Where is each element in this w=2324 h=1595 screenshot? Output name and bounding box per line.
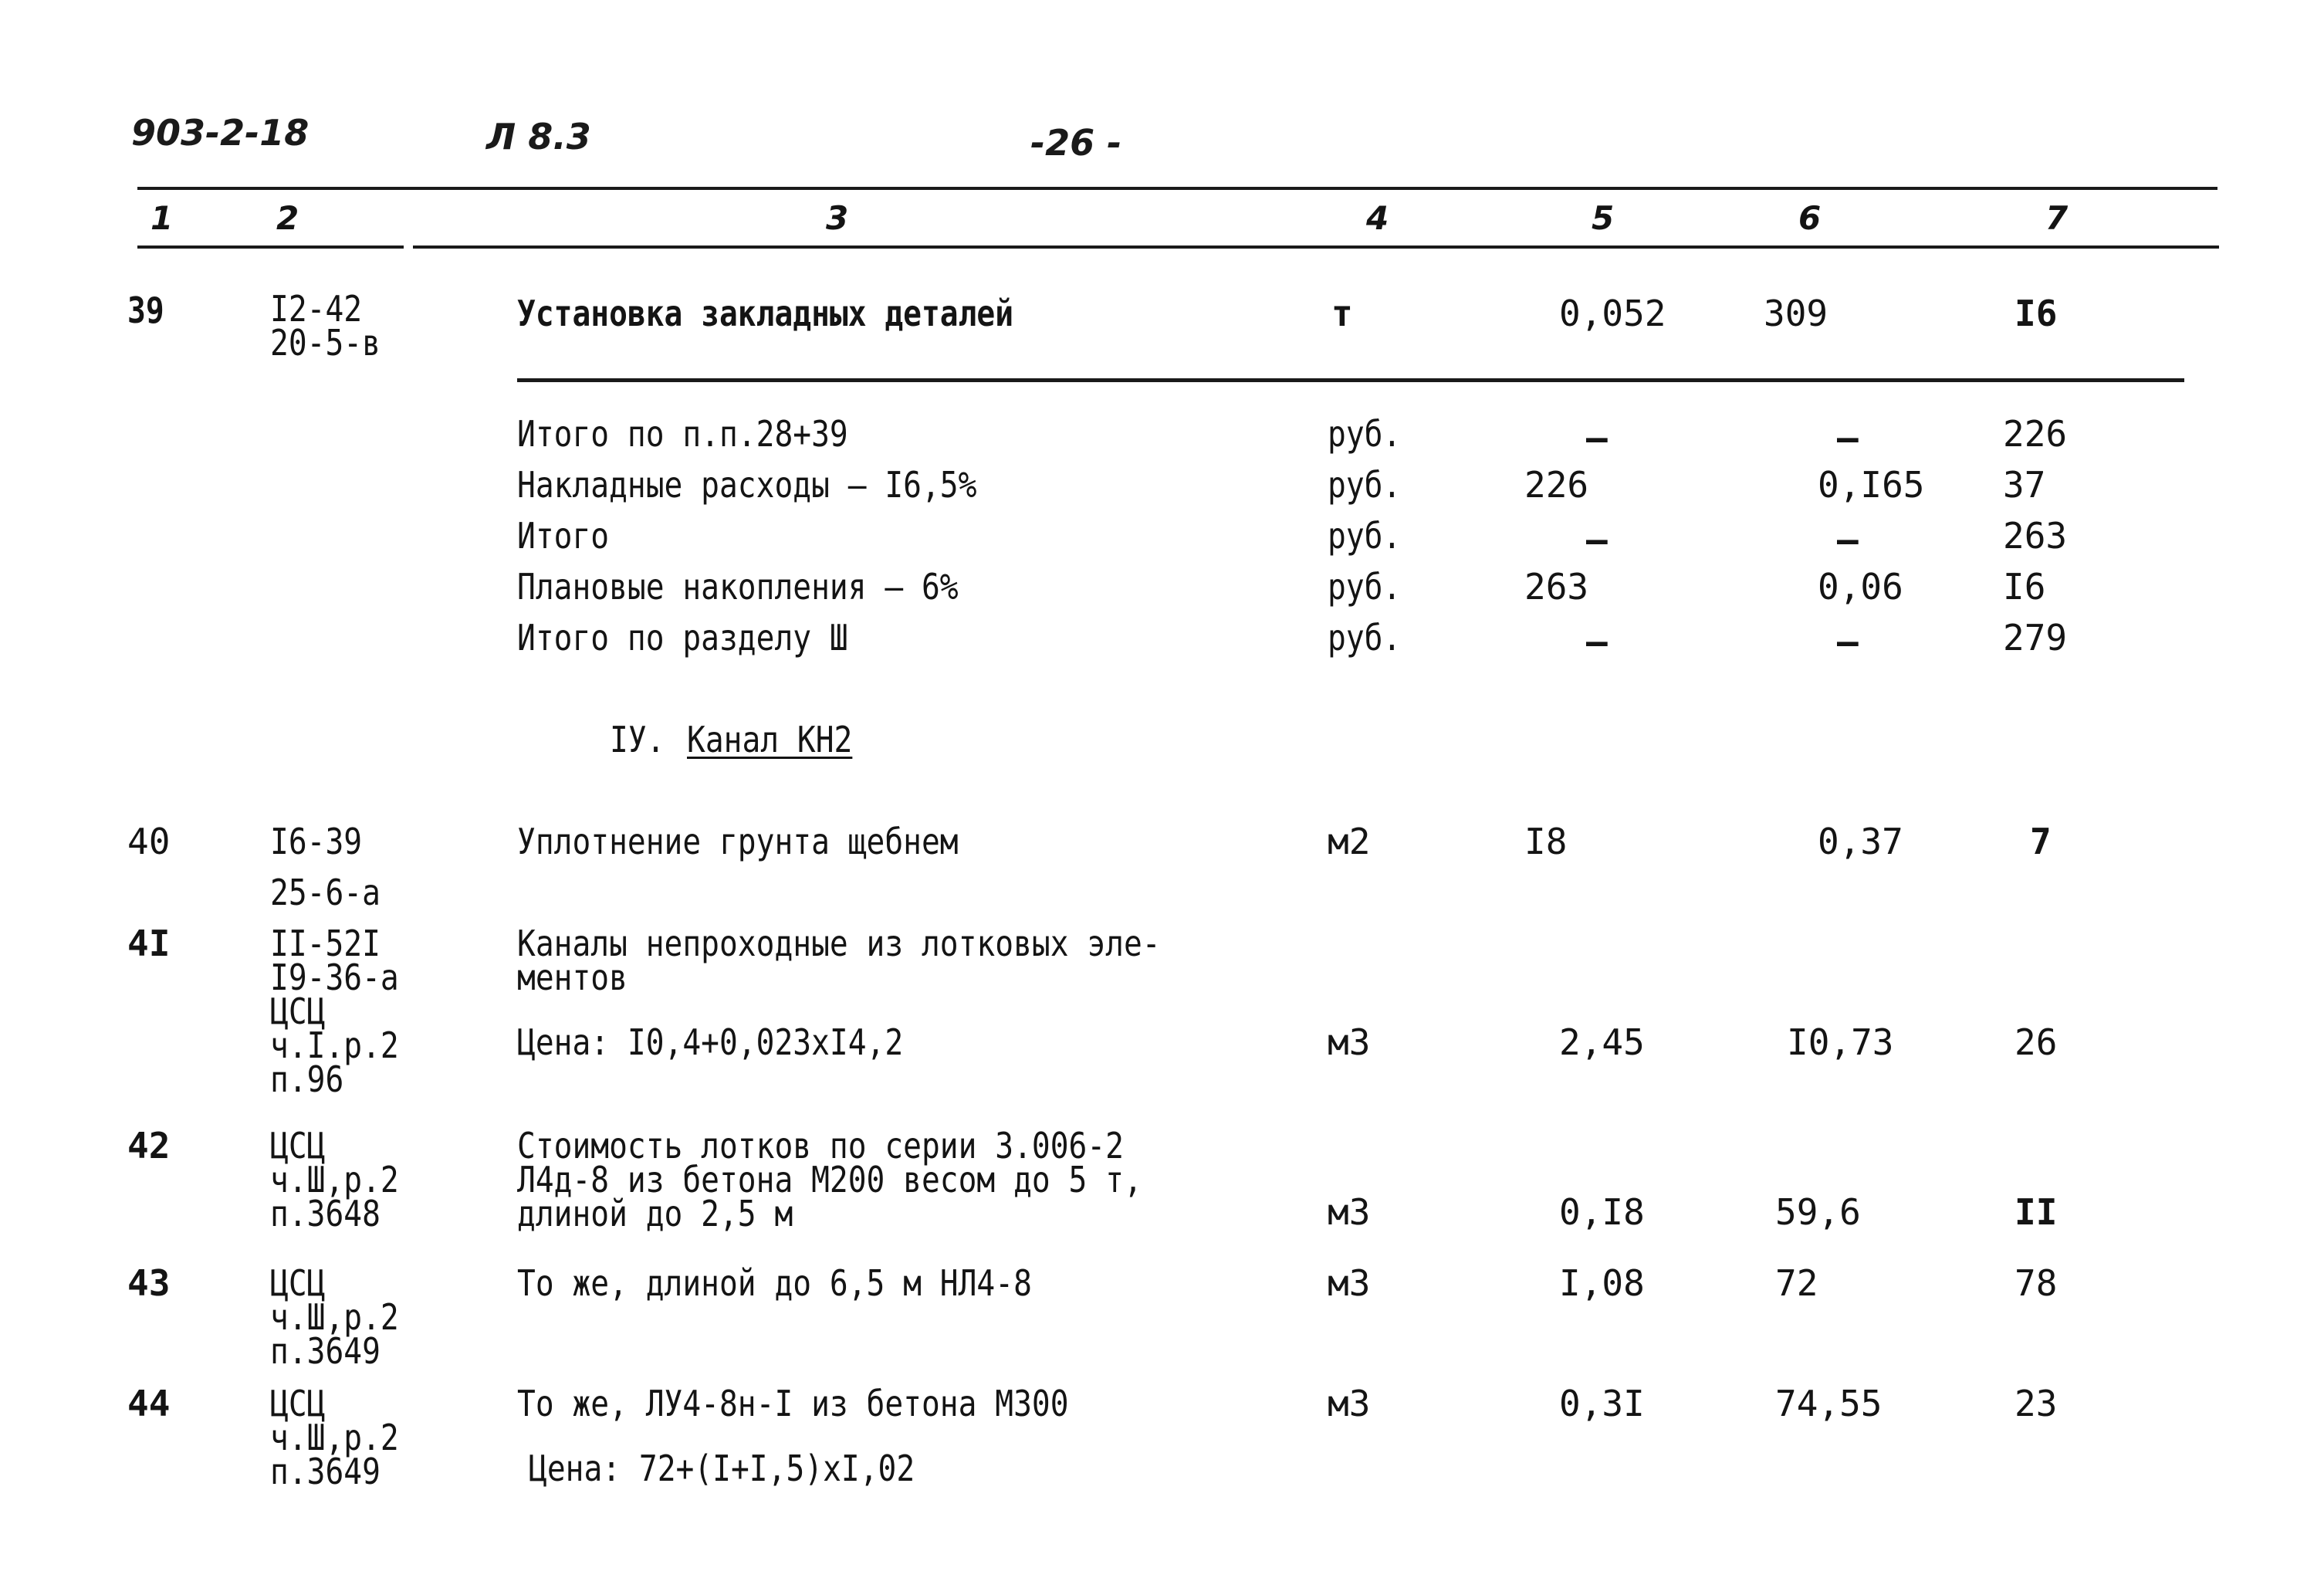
- row-code-line: ч.Ш,р.2: [270, 1417, 399, 1458]
- row-code-line: ч.I.р.2: [270, 1024, 399, 1066]
- row-quantity: –: [1586, 417, 1608, 459]
- row-total: 23: [2014, 1383, 2058, 1424]
- row-total: 7: [2030, 821, 2052, 862]
- header-rule-bottom-right: [413, 246, 2219, 249]
- row-description-line: Л4д-8 из бетона М200 весом до 5 т,: [517, 1159, 1142, 1200]
- row-number: 42: [127, 1125, 171, 1167]
- row-price: 74,55: [1775, 1383, 1883, 1424]
- album-number: Л 8.3: [486, 116, 591, 157]
- row-price: 59,6: [1775, 1191, 1861, 1233]
- row-total: 78: [2014, 1262, 2058, 1304]
- row-description-line: Стоимость лотков по серии 3.006-2: [517, 1125, 1124, 1167]
- row-description-line: длиной до 2,5 м: [517, 1193, 793, 1234]
- row-total: 37: [2003, 464, 2046, 506]
- row-price: I0,73: [1787, 1021, 1894, 1063]
- row-unit: м3: [1328, 1021, 1371, 1063]
- row-total: I6: [2003, 566, 2046, 608]
- row-unit: руб.: [1328, 413, 1402, 455]
- row-quantity: 263: [1524, 566, 1589, 608]
- row-code-line: ч.Ш,р.2: [270, 1296, 399, 1338]
- row-code-line: I2-42: [270, 288, 363, 330]
- row-code-line: I6-39: [270, 821, 363, 862]
- row-total: I6: [2014, 293, 2058, 334]
- section-title: Канал КН2: [687, 719, 853, 760]
- row-description-line: То же, ЛУ4-8н-I из бетона М300: [517, 1383, 1069, 1424]
- row-unit: м3: [1328, 1191, 1371, 1233]
- row-code-line: п.3649: [270, 1330, 381, 1372]
- row-total: 26: [2014, 1021, 2058, 1063]
- row-description: Итого по разделу Ш: [517, 617, 848, 659]
- row-unit: м2: [1328, 821, 1371, 862]
- row-unit: м3: [1328, 1383, 1371, 1424]
- row-unit: руб.: [1328, 464, 1402, 506]
- row-code-line: 20-5-в: [270, 322, 381, 364]
- page-number: -26 -: [1030, 122, 1122, 164]
- row-price: –: [1837, 621, 1859, 662]
- column-header-3: 3: [826, 199, 849, 237]
- row-price: –: [1837, 417, 1859, 459]
- row-code-line: ч.Ш,р.2: [270, 1159, 399, 1200]
- row-description: Итого по п.п.28+39: [517, 413, 848, 455]
- row-unit: м3: [1328, 1262, 1371, 1304]
- row-code-line: п.3648: [270, 1193, 381, 1234]
- row-code-line: 25-6-а: [270, 872, 381, 913]
- row-unit: руб.: [1328, 617, 1402, 659]
- column-header-4: 4: [1366, 199, 1389, 237]
- row-description: Накладные расходы – I6,5%: [517, 464, 977, 506]
- row-quantity: –: [1586, 621, 1608, 662]
- column-header-2: 2: [276, 199, 299, 237]
- row-description: То же, длиной до 6,5 м НЛ4-8: [517, 1262, 1032, 1304]
- row-code-line: п.96: [270, 1058, 344, 1100]
- row-description-line: Цена: 72+(I+I,5)хI,02: [529, 1448, 915, 1489]
- row-description: Уплотнение грунта щебнем: [517, 821, 959, 862]
- column-header-5: 5: [1592, 199, 1615, 237]
- row-number: 43: [127, 1262, 171, 1304]
- section-numeral: IУ.: [610, 719, 665, 760]
- row-code-line: ЦСЦ: [270, 1262, 326, 1304]
- header-rule-top: [137, 187, 2217, 190]
- row-code-line: I9-36-а: [270, 957, 399, 998]
- row-quantity: 0,052: [1559, 293, 1666, 334]
- column-header-7: 7: [2045, 199, 2069, 237]
- row-number: 4I: [127, 923, 171, 964]
- row-description: Плановые накопления – 6%: [517, 566, 959, 608]
- row-code-line: ЦСЦ: [270, 1125, 326, 1167]
- row-total: 226: [2003, 413, 2068, 455]
- row-quantity: I,08: [1559, 1262, 1645, 1304]
- row-description-line: Каналы непроходные из лотковых эле-: [517, 923, 1161, 964]
- row-total: 263: [2003, 515, 2068, 557]
- row-quantity: I8: [1524, 821, 1568, 862]
- row-quantity: –: [1586, 519, 1608, 560]
- column-header-1: 1: [151, 199, 174, 237]
- row-description-line: ментов: [517, 957, 628, 998]
- row-number: 40: [127, 821, 171, 862]
- column-header-6: 6: [1798, 199, 1822, 237]
- row-total: 279: [2003, 617, 2068, 659]
- row-price: 0,37: [1818, 821, 1903, 862]
- row-quantity: 0,I8: [1559, 1191, 1645, 1233]
- row-price: 0,06: [1818, 566, 1903, 608]
- row-code-line: ЦСЦ: [270, 1383, 326, 1424]
- row-total: II: [2014, 1191, 2058, 1233]
- row-code-line: п.3649: [270, 1451, 381, 1492]
- row-number: 39: [127, 290, 164, 331]
- row-price: 72: [1775, 1262, 1818, 1304]
- row-price: –: [1837, 519, 1859, 560]
- row-price: 0,I65: [1818, 464, 1925, 506]
- row-quantity: 2,45: [1559, 1021, 1645, 1063]
- row-description: Итого: [517, 515, 610, 557]
- row-quantity: 0,3I: [1559, 1383, 1645, 1424]
- row-description-line: Цена: I0,4+0,023хI4,2: [517, 1021, 904, 1063]
- row-number: 44: [127, 1383, 171, 1424]
- row-description: Установка закладных деталей: [517, 293, 1014, 334]
- subtotal-rule: [517, 378, 2184, 382]
- row-unit: руб.: [1328, 515, 1402, 557]
- row-code-line: ЦСЦ: [270, 991, 326, 1032]
- row-price: 309: [1764, 293, 1828, 334]
- document-code: 903-2-18: [131, 112, 310, 154]
- row-unit: т: [1331, 293, 1353, 334]
- row-code-line: II-52I: [270, 923, 381, 964]
- row-unit: руб.: [1328, 566, 1402, 608]
- header-rule-bottom-left: [137, 246, 404, 249]
- row-quantity: 226: [1524, 464, 1589, 506]
